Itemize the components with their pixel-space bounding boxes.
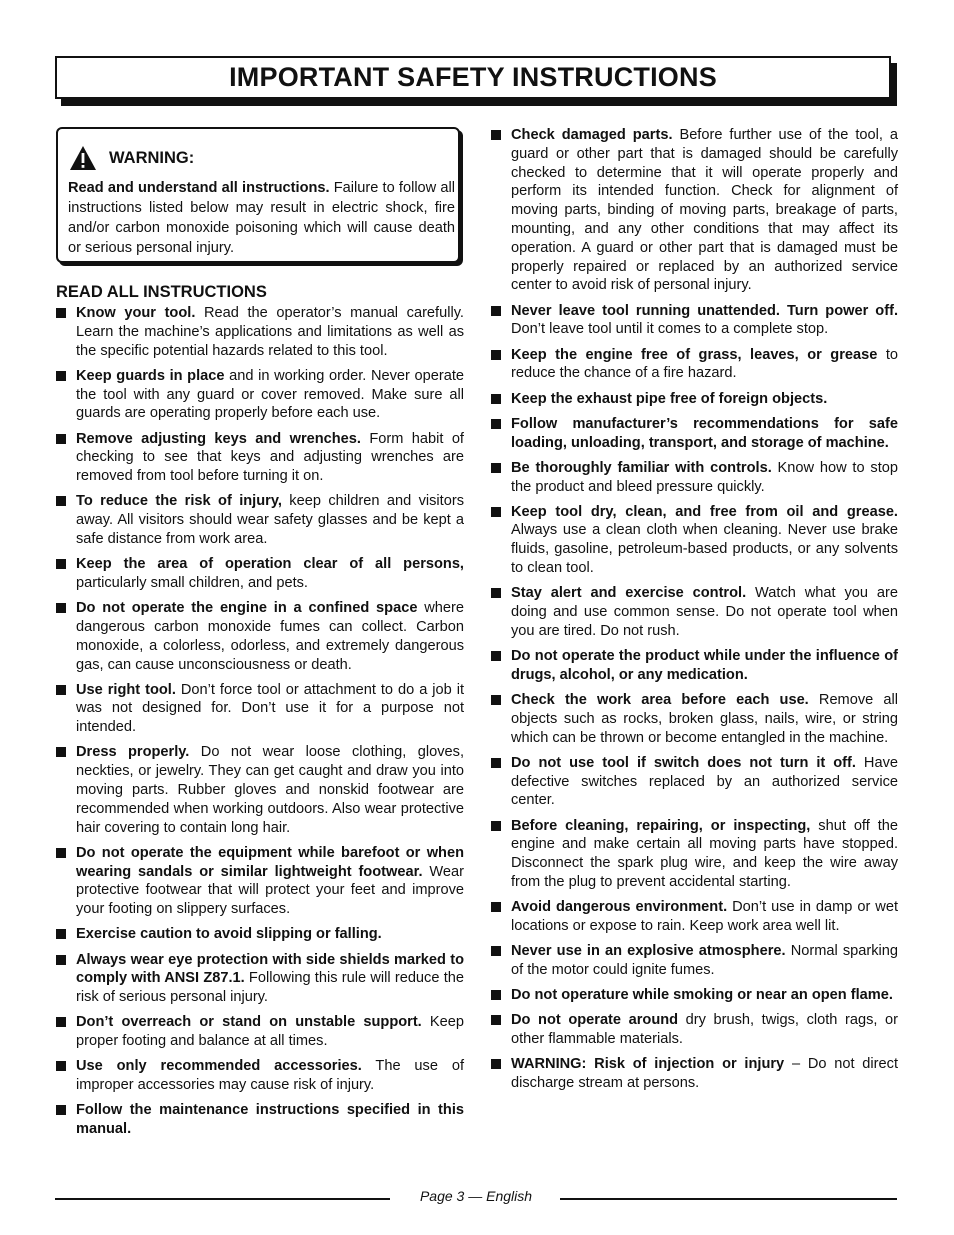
bullet-square-icon <box>491 758 501 768</box>
instruction-item <box>56 430 464 486</box>
instruction-text: particularly small children, and pets. <box>76 574 308 591</box>
instruction-bold: Do not operature while smoking or near an open flame. <box>511 987 893 1004</box>
instruction-bold: Follow manufacturer’s recommendations for safe loading, unloading, transport, and storage of machine. <box>511 415 898 451</box>
instruction-text: shut off the engine and make certain all moving parts have stopped. Disconnect the spark plug wire, and keep the wire away from the plug to prevent accidental starting. <box>511 817 899 890</box>
instruction-bold: Do not operate the equipment while barefoot or when wearing sandals or similar lightweight footwear. <box>76 844 464 880</box>
instruction-item <box>491 459 898 497</box>
instruction-item <box>56 1101 464 1139</box>
warning-text-rest: Failure to follow all instructions listed below may result in electric shock, fire and/or carbon monoxide poisoning which will cause death or serious personal injury. <box>68 180 455 256</box>
warning-header <box>69 145 194 171</box>
page-title: IMPORTANT SAFETY INSTRUCTIONS <box>229 62 717 92</box>
warning-text-bold: Read and understand all instructions. <box>68 180 330 196</box>
instruction-bold: WARNING: Risk of injection or injury <box>511 1056 785 1073</box>
instruction-bold: Do not operate the product while under the influence of drugs, alcohol, or any medication. <box>511 648 898 683</box>
warning-label: WARNING: <box>109 148 195 167</box>
instruction-bold: Keep tool dry, clean, and free from oil and grease. <box>511 503 898 520</box>
instruction-text: to reduce the chance of a fire hazard. <box>511 346 898 382</box>
instruction-item <box>56 555 464 593</box>
bullet-square-icon <box>56 603 66 613</box>
instruction-bold: Keep the exhaust pipe free of foreign objects. <box>511 390 828 407</box>
bullet-square-icon <box>491 394 501 404</box>
instruction-bold: Do not operate around <box>511 1012 679 1029</box>
instruction-text: where dangerous carbon monoxide fumes can collect. Carbon monoxide, a colorless, odorless, and extremely dangerous gas, can cause unconsciousness or death. <box>76 600 464 673</box>
instruction-bold: Keep guards in place <box>76 367 225 384</box>
instruction-item <box>56 1013 464 1051</box>
instruction-bold: Never leave tool running unattended. Turn power off. <box>511 302 898 319</box>
instruction-item <box>491 503 898 578</box>
instruction-item <box>491 1011 898 1049</box>
instruction-item <box>56 304 464 360</box>
bullet-square-icon <box>491 946 501 956</box>
bullet-square-icon <box>56 955 66 965</box>
instruction-item <box>491 942 898 980</box>
instruction-text: Remove all objects such as rocks, broken glass, nails, wire, or string which can be thrown or become entangled in the machine. <box>511 692 898 746</box>
bullet-square-icon <box>491 651 501 661</box>
instruction-item <box>491 584 898 640</box>
footer-text: Page 3 — English <box>419 1188 533 1204</box>
bullet-square-icon <box>491 821 501 831</box>
instruction-text: Don’t use in damp or wet locations or expose to rain. Keep work area well lit. <box>511 899 898 934</box>
bullet-square-icon <box>491 902 501 912</box>
bullet-square-icon <box>56 1061 66 1071</box>
bullet-square-icon <box>56 434 66 444</box>
bullet-square-icon <box>56 929 66 939</box>
instruction-item <box>56 492 464 548</box>
instruction-item <box>491 691 898 747</box>
instruction-item <box>56 743 464 837</box>
instruction-bold: Remove adjusting keys and wrenches. <box>76 430 361 447</box>
instruction-item <box>491 415 898 453</box>
instruction-text: Read the operator’s manual carefully. Learn the machine’s applications and limitations as well as the specific potential hazards related to this tool. <box>76 305 464 359</box>
bullet-square-icon <box>491 306 501 316</box>
footer-rule-right <box>560 1198 897 1200</box>
instruction-bold: Follow the maintenance instructions specified in this manual. <box>76 1102 464 1138</box>
warning-text <box>68 178 455 258</box>
instruction-bold: Use right tool. <box>76 681 176 698</box>
instruction-bold: Dress properly. <box>76 744 190 761</box>
bullet-square-icon <box>56 747 66 757</box>
instruction-item <box>491 898 898 936</box>
instruction-text: Following this rule will reduce the risk of serious personal injury. <box>76 970 464 1006</box>
instruction-bold: Before cleaning, repairing, or inspecting, <box>511 817 811 834</box>
warning-triangle-icon <box>69 145 97 171</box>
bullet-square-icon <box>491 507 501 517</box>
instruction-bold: Never use in an explosive atmosphere. <box>511 943 786 960</box>
instruction-bold: Exercise caution to avoid slipping or falling. <box>76 926 382 943</box>
instruction-bold: Do not use tool if switch does not turn it off. <box>511 754 856 771</box>
instruction-text: Don’t leave tool until it comes to a complete stop. <box>511 321 829 338</box>
instruction-item <box>491 126 898 295</box>
instruction-item <box>491 1055 898 1093</box>
instruction-item <box>56 367 464 423</box>
bullet-square-icon <box>56 685 66 695</box>
bullet-square-icon <box>56 1105 66 1115</box>
instruction-bold: Do not operate the engine in a confined space <box>76 600 418 617</box>
instruction-item <box>491 647 898 685</box>
bullet-square-icon <box>491 588 501 598</box>
bullet-square-icon <box>56 496 66 506</box>
instruction-text: Don’t force tool or attachment to do a job it was not designed for. Don’t use it for a purpose not intended. <box>76 681 465 736</box>
instruction-item <box>56 681 464 737</box>
instruction-bold: Stay alert and exercise control. <box>511 585 747 602</box>
left-instruction-list <box>56 304 464 1145</box>
bullet-square-icon <box>491 463 501 473</box>
instruction-bold: Keep the area of operation clear of all persons, <box>76 556 464 573</box>
instruction-item <box>491 754 898 810</box>
instruction-item <box>56 925 464 944</box>
title-box <box>55 56 891 99</box>
bullet-square-icon <box>56 371 66 381</box>
instruction-item <box>56 951 464 1007</box>
instruction-text: Normal sparking of the motor could ignite fumes. <box>511 943 898 978</box>
instruction-text: – Do not direct discharge stream at persons. <box>511 1056 898 1092</box>
title-banner <box>55 56 897 106</box>
bullet-square-icon <box>491 695 501 705</box>
instruction-text: The use of improper accessories may cause risk of injury. <box>76 1058 465 1094</box>
instruction-text: dry brush, twigs, cloth rags, or other flammable materials. <box>511 1012 898 1048</box>
bullet-square-icon <box>56 308 66 318</box>
bullet-square-icon <box>491 1059 501 1069</box>
instruction-item <box>56 1057 464 1095</box>
instruction-item <box>56 844 464 919</box>
instruction-bold: Avoid dangerous environment. <box>511 899 728 916</box>
bullet-square-icon <box>491 350 501 360</box>
instruction-item <box>56 599 464 674</box>
instruction-text: Do not wear loose clothing, gloves, neckties, or jewelry. They can get caught and draw you into moving parts. Rubber gloves and nonskid footwear are recommended when working outdoors. Also wear protective hair covering to contain long hair. <box>76 744 464 836</box>
instruction-bold: Check the work area before each use. <box>511 692 809 709</box>
right-instruction-list <box>491 126 898 1099</box>
instruction-item <box>491 986 898 1005</box>
instruction-bold: Know your tool. <box>76 305 196 321</box>
instruction-item <box>491 390 898 409</box>
instruction-text: Form habit of checking to see that keys and adjusting wrenches are removed from tool before turning it on. <box>76 430 464 485</box>
warning-box <box>56 127 460 263</box>
instruction-bold: To reduce the risk of injury, <box>76 493 282 510</box>
instruction-text: and in working order. Never operate the tool with any guard or cover removed. Make sure all guards are operating properly before each use. <box>76 367 464 422</box>
instruction-bold: Keep the engine free of grass, leaves, or grease <box>511 346 878 363</box>
instruction-item <box>491 302 898 340</box>
instruction-bold: Check damaged parts. <box>511 127 673 143</box>
instruction-bold: Don’t overreach or stand on unstable support. <box>76 1014 422 1031</box>
instruction-text: Wear protective footwear that will protect your feet and improve your footing on slippery surfaces. <box>76 863 464 918</box>
instruction-bold: Be thoroughly familiar with controls. <box>511 459 772 476</box>
bullet-square-icon <box>491 1015 501 1025</box>
instruction-text: Know how to stop the product and bleed pressure quickly. <box>511 459 898 495</box>
bullet-square-icon <box>491 419 501 429</box>
section-title: READ ALL INSTRUCTIONS <box>56 283 267 301</box>
instruction-bold: Always wear eye protection with side shields marked to comply with ANSI Z87.1. <box>76 951 464 987</box>
instruction-text: Keep proper footing and balance at all times. <box>76 1014 464 1050</box>
instruction-text: Watch what you are doing and use common sense. Do not operate tool when you are tired. Do not rush. <box>511 585 898 639</box>
bullet-square-icon <box>56 848 66 858</box>
bullet-square-icon <box>491 990 501 1000</box>
instruction-text: Before further use of the tool, a guard or other part that is damaged should be carefully checked to determine that it will operate properly and perform its intended function. Check for alignment of moving parts, binding of moving parts, breakage of parts, mounting, and any other conditions that may affect its operation. A guard or other part that is damaged must be properly repaired or replaced by an authorized service center to avoid risk of personal injury. <box>511 127 898 294</box>
instruction-item <box>491 817 898 892</box>
page-footer <box>55 1188 897 1208</box>
bullet-square-icon <box>491 130 501 140</box>
instruction-text: Always use a clean cloth when cleaning. Never use brake fluids, gasoline, petroleum-based products, or any solvents to clean tool. <box>511 522 898 577</box>
instruction-item <box>491 346 898 384</box>
instruction-text: keep children and visitors away. All visitors should wear safety glasses and be kept a safe distance from work area. <box>76 493 464 547</box>
bullet-square-icon <box>56 1017 66 1027</box>
instruction-bold: Use only recommended accessories. <box>76 1058 362 1075</box>
instruction-text: Have defective switches replaced by an authorized service center. <box>511 754 898 809</box>
bullet-square-icon <box>56 559 66 569</box>
